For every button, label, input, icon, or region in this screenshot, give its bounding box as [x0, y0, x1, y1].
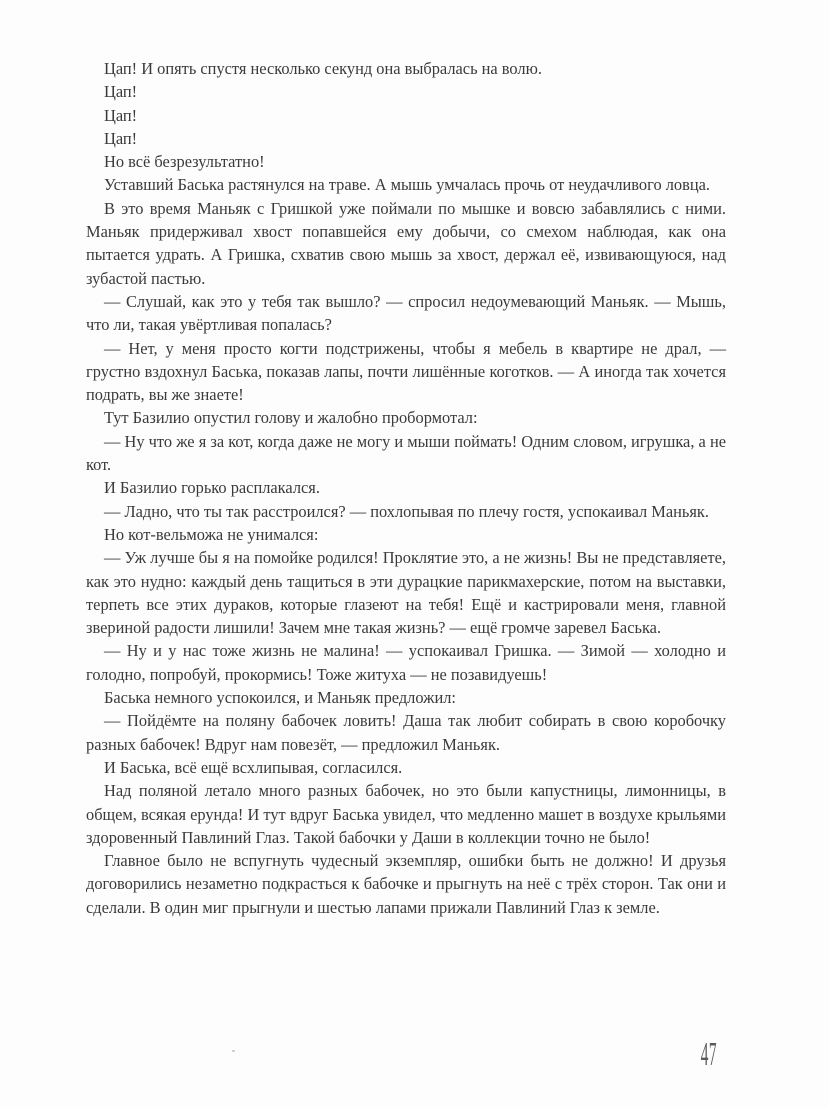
body-text: [86, 57, 726, 919]
paragraph-12: И Базилио горько расплакался.: [104, 478, 320, 498]
paragraph-11: — Ну что же я за кот, когда даже не могу и мыши поймать! Одним словом, игрушка, а не кот.: [86, 431, 726, 475]
paragraph-3: Цап!: [104, 105, 138, 125]
paragraph-2: Цап!: [104, 82, 138, 102]
paragraph-19: И Баська, всё ещё всхлипывая, согласился.: [104, 757, 403, 777]
print-speck: [232, 1050, 235, 1052]
paragraph-21: Главное было не вспугнуть чудесный экземпляр, ошибки быть не должно! И друзья договорились незаметно подкрасться к бабочке и прыгнуть на неё с трёх сторон. Так они и сделали. В один миг прыгнули и шестью лапами прижали Павлиний Глаз к земле.: [86, 851, 726, 917]
paragraph-9: — Нет, у меня просто когти подстрижены, чтобы я мебель в квартире не драл, — грустно вздохнул Баська, показав лапы, почти лишённые коготков. — А иногда так хочется подрать, вы же знаете!: [86, 338, 726, 405]
paragraph-8: — Слушай, как это у тебя так вышло? — спросил недоумевающий Маньяк. — Мышь, что ли, такая увёртливая попалась?: [86, 291, 726, 335]
paragraph-1: Цап! И опять спустя несколько секунд она выбралась на волю.: [104, 59, 542, 78]
page-number: 47: [700, 1036, 717, 1073]
paragraph-17: Баська немного успокоился, и Маньяк предложил:: [104, 688, 456, 708]
paragraph-13: — Ладно, что ты так расстроился? — похлопывая по плечу гостя, успокаивал Маньяк.: [104, 501, 709, 521]
paragraph-10: Тут Базилио опустил голову и жалобно пробормотал:: [104, 408, 478, 428]
paragraph-20: Над поляной летало много разных бабочек, но это были капустницы, лимонницы, в общем, всякая ерунда! И тут вдруг Баська увидел, что медленно машет в воздухе крыльями здоровенный Павлиний Глаз. Такой бабочки у Даши в коллекции точно не было!: [86, 781, 726, 847]
paragraph-18: — Пойдёмте на поляну бабочек ловить! Даша так любит собирать в свою коробочку разных бабочек! Вдруг нам повезёт, — предложил Маньяк.: [86, 711, 726, 754]
paragraph-4: Цап!: [104, 128, 138, 148]
paragraph-7: В это время Маньяк с Гришкой уже поймали по мышке и вовсю забавлялись с ними. Маньяк придерживал хвост попавшейся ему добычи, со смехом наблюдая, как она пытается удрать. А Гришка, схватив свою мышь за хвост, держал её, извивающуюся, над зубастой пастью.: [86, 198, 726, 288]
paragraph-15: — Уж лучше бы я на помойке родился! Проклятие это, а не жизнь! Вы не представляете, как это нудно: каждый день тащиться в эти дурацкие парикмахерские, потом на выставки, терпеть все этих дураков, которые глазеют на тебя! Ещё и кастрировали меня, главной звериной радости лишили! Зачем мне такая жизнь? — ещё громче заревел Баська.: [86, 548, 726, 638]
paragraph-16: — Ну и у нас тоже жизнь не малина! — успокаивал Гришка. — Зимой — холодно и голодно, попробуй, прокормись! Тоже житуха — не позавидуешь!: [86, 641, 726, 684]
paragraph-14: Но кот-вельможа не унимался:: [104, 524, 319, 544]
paragraph-5: Но всё безрезультатно!: [104, 152, 265, 172]
paragraph-6: Уставший Баська растянулся на траве. А мышь умчалась прочь от неудачливого ловца.: [104, 175, 710, 195]
